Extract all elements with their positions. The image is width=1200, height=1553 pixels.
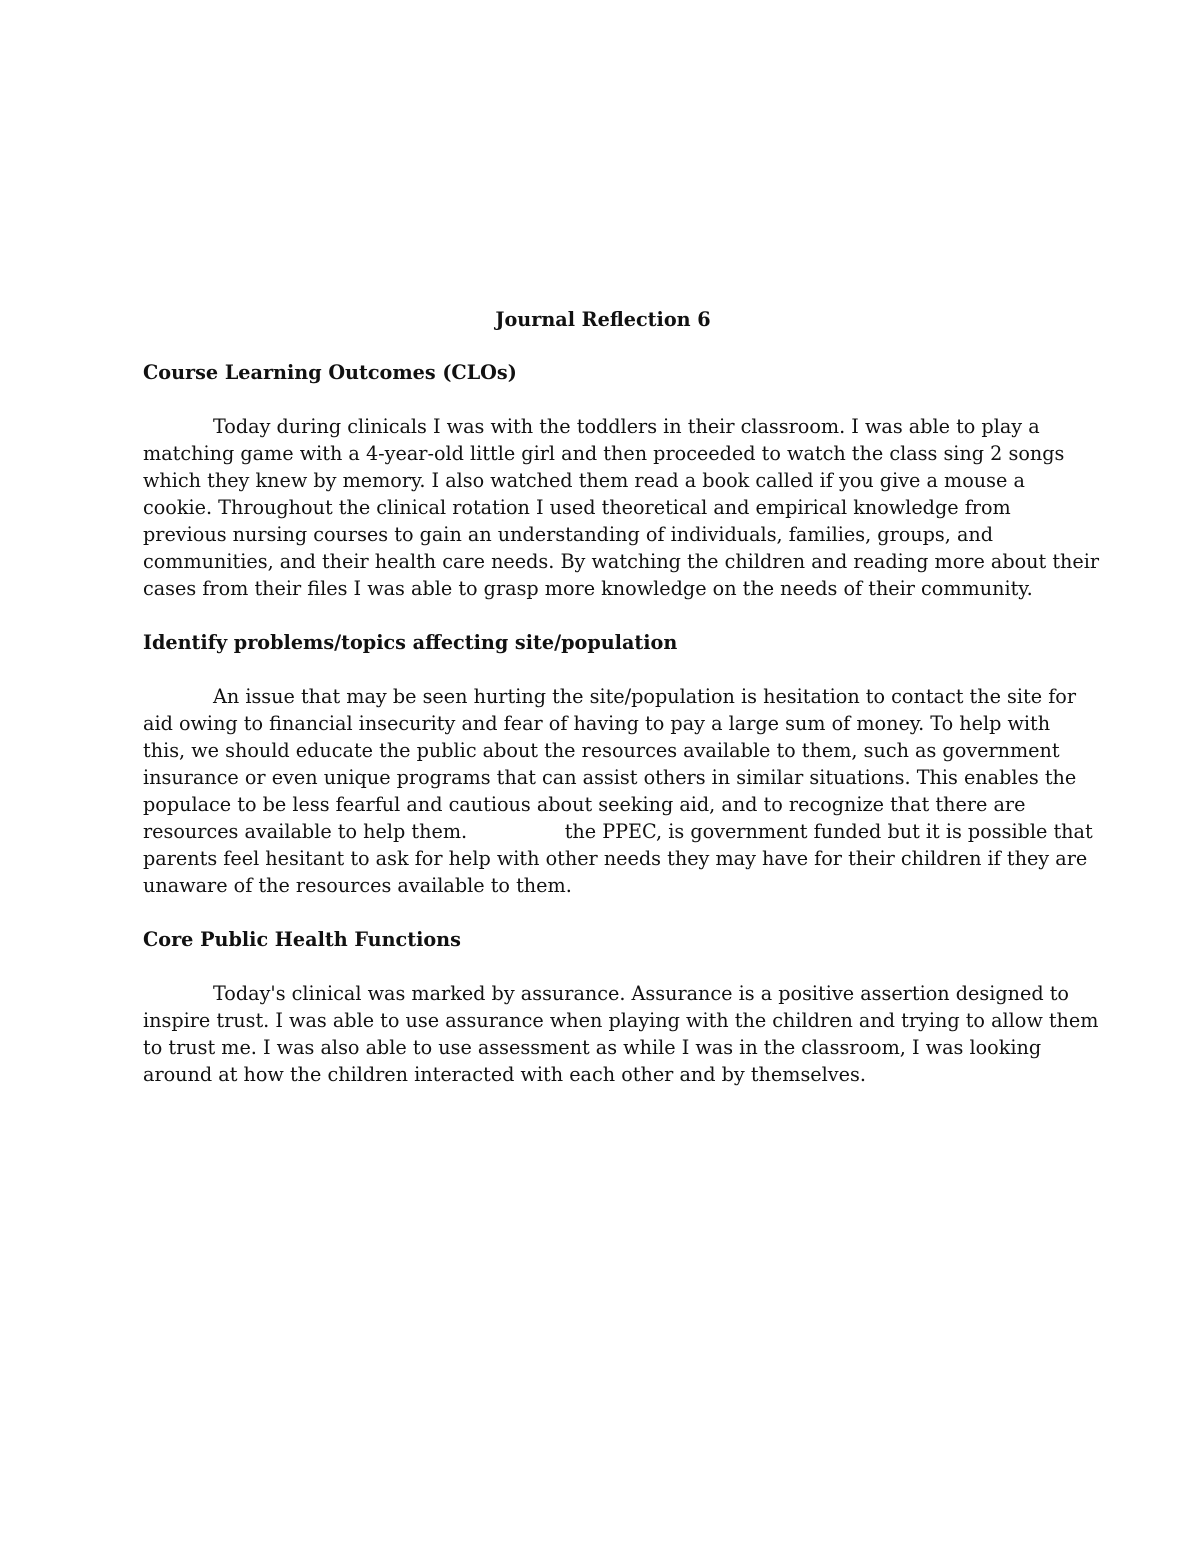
- section-paragraph-core-functions: [143, 980, 1099, 1088]
- paragraph-line: parents feel hesitant to ask for help with other needs they may have for their children if they are: [143, 847, 1088, 870]
- document-body: [143, 306, 1100, 1115]
- paragraph-line: resources available to help them. the PPEC, is government funded but it is possible that: [143, 820, 1093, 843]
- paragraph-line: to trust me. I was also able to use assessment as while I was in the classroom, I was looking: [143, 1036, 1042, 1059]
- paragraph-line: cases from their files I was able to grasp more knowledge on the needs of their community.: [143, 577, 1033, 600]
- paragraph-line: which they knew by memory. I also watched them read a book called if you give a mouse a: [143, 469, 1025, 492]
- paragraph-line: insurance or even unique programs that can assist others in similar situations. This enables the: [143, 766, 1077, 789]
- section-heading-problems: Identify problems/topics affecting site/population: [143, 631, 678, 654]
- paragraph-line: unaware of the resources available to them.: [143, 874, 572, 897]
- paragraph-line: aid owing to financial insecurity and fear of having to pay a large sum of money. To help with: [143, 712, 1051, 735]
- paragraph-line: cookie. Throughout the clinical rotation I used theoretical and empirical knowledge from: [143, 496, 1011, 519]
- paragraph-line: around at how the children interacted with each other and by themselves.: [143, 1063, 866, 1086]
- section-heading-core-functions: Core Public Health Functions: [143, 928, 461, 951]
- paragraph-line: Today's clinical was marked by assurance. Assurance is a positive assertion designed to: [213, 982, 1069, 1005]
- section-paragraph-problems: [143, 683, 1093, 899]
- paragraph-line: populace to be less fearful and cautious about seeking aid, and to recognize that there are: [143, 793, 1026, 816]
- section-paragraph-clos: [143, 413, 1100, 602]
- paragraph-line: this, we should educate the public about the resources available to them, such as government: [143, 739, 1060, 762]
- paragraph-line: previous nursing courses to gain an understanding of individuals, families, groups, and: [143, 523, 994, 546]
- paragraph-line: inspire trust. I was able to use assurance when playing with the children and trying to allow them: [143, 1009, 1099, 1032]
- paragraph-line: matching game with a 4-year-old little girl and then proceeded to watch the class sing 2 songs: [143, 442, 1065, 465]
- section-heading-clos: Course Learning Outcomes (CLOs): [143, 361, 517, 384]
- paragraph-line: Today during clinicals I was with the toddlers in their classroom. I was able to play a: [213, 415, 1040, 438]
- paragraph-line: An issue that may be seen hurting the site/population is hesitation to contact the site for: [213, 685, 1077, 708]
- document-title: Journal Reflection 6: [495, 308, 711, 331]
- paragraph-line: communities, and their health care needs. By watching the children and reading more about their: [143, 550, 1100, 573]
